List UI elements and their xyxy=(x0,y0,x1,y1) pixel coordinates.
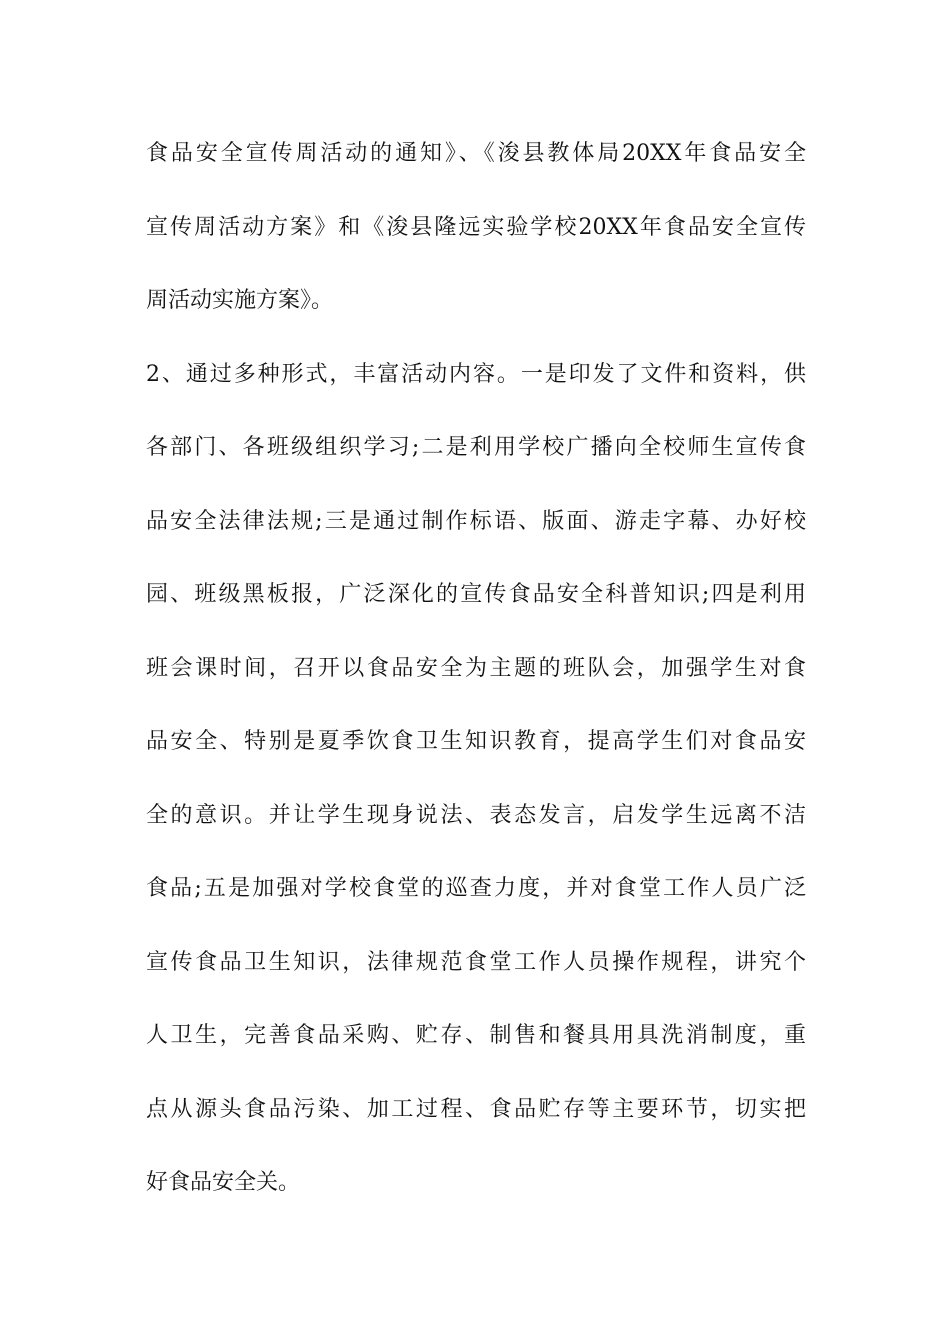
text-line: 班会课时间，召开以食品安全为主题的班队会，加强学生对食 xyxy=(146,655,806,681)
text-line: 食品;五是加强对学校食堂的巡查力度，并对食堂工作人员广泛 xyxy=(146,876,806,901)
text-line: 2、通过多种形式，丰富活动内容。一是印发了文件和资料，供 xyxy=(146,361,806,387)
body-text xyxy=(146,126,806,1229)
text-line: 宣传食品卫生知识，法律规范食堂工作人员操作规程，讲究个 xyxy=(146,949,806,975)
text-line: 品安全法律法规;三是通过制作标语、版面、游走字幕、办好校 xyxy=(146,508,806,534)
text-line: 园、班级黑板报，广泛深化的宣传食品安全科普知识;四是利用 xyxy=(146,582,806,607)
text-line: 品安全、特别是夏季饮食卫生知识教育，提高学生们对食品安 xyxy=(146,729,806,754)
text-line: 食品安全宣传周活动的通知》、《浚县教体局20XX年食品安全 xyxy=(146,141,806,166)
text-line: 点从源头食品污染、加工过程、食品贮存等主要环节，切实把 xyxy=(146,1096,806,1122)
text-line: 宣传周活动方案》和《浚县隆远实验学校20XX年食品安全宣传 xyxy=(146,214,806,240)
text-line: 周活动实施方案》。 xyxy=(146,288,334,313)
text-line: 好食品安全关。 xyxy=(146,1170,301,1195)
text-line: 各部门、各班级组织学习;二是利用学校广播向全校师生宣传食 xyxy=(146,435,806,460)
text-line: 全的意识。并让学生现身说法、表态发言，启发学生远离不洁 xyxy=(146,802,806,828)
text-line: 人卫生，完善食品采购、贮存、制售和餐具用具洗消制度，重 xyxy=(146,1023,806,1048)
